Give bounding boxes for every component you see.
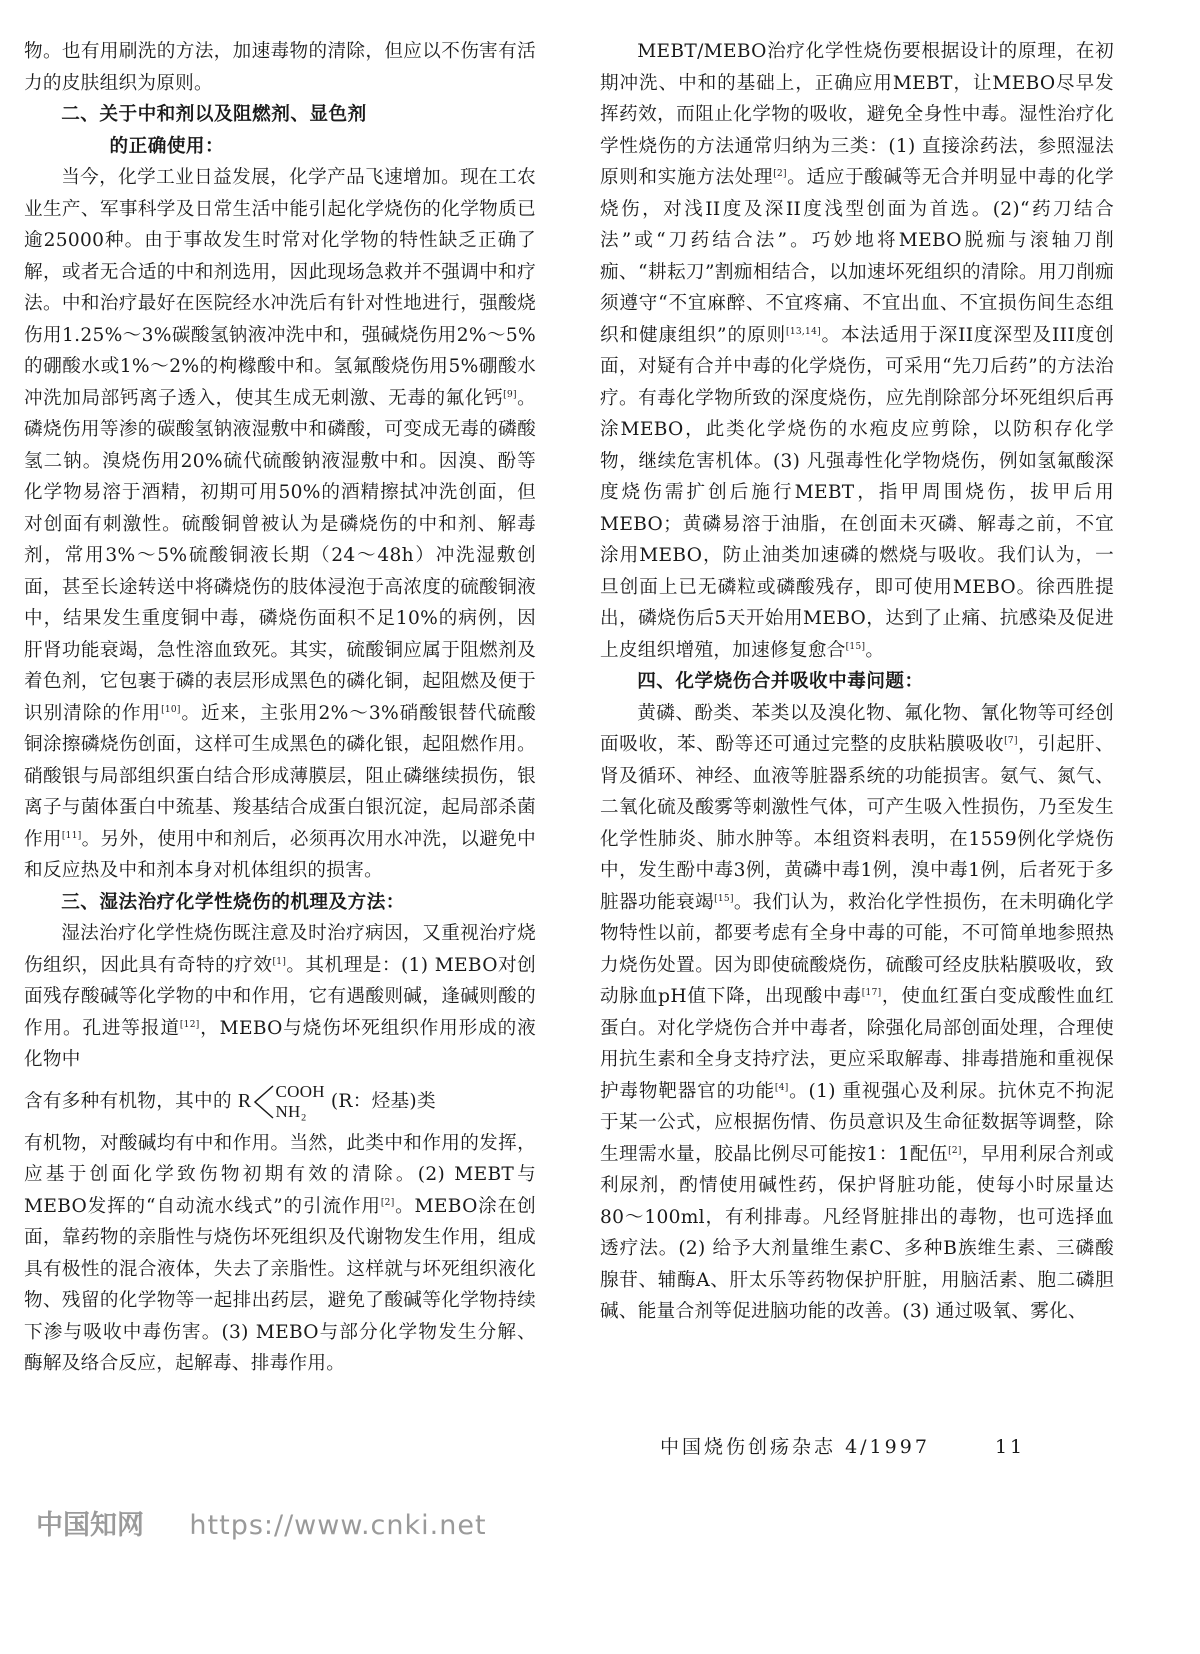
paragraph-mechanism: 湿法治疗化学性烧伤既注意及时治疗病因，又重视治疗烧伤组织，因此具有奇特的疗效[1]。其机理是：(1) MEBO对创面残存酸碱等化学物的中和作用，它有遇酸则碱，逢碱则酸的作用。孔进等报道[12]，MEBO与烧伤坏死组织作用形成的液化物中 [24, 923, 536, 1070]
page-footer [660, 1432, 1025, 1459]
watermark-brand: 中国知网 [36, 1510, 144, 1541]
watermark-url: https://www.cnki.net [189, 1510, 487, 1541]
citation: [1] [272, 956, 287, 967]
left-column [24, 36, 536, 1380]
paragraph-continuation: 物。也有用刷洗的方法，加速毒物的清除，但应以不伤害有活力的皮肤组织为原则。 [24, 41, 536, 94]
citation: [11] [61, 830, 82, 841]
issue-number: 4/1997 [845, 1436, 930, 1458]
citation: [15] [714, 893, 734, 904]
section-heading-3: 三、湿法治疗化学性烧伤的机理及方法： [61, 891, 405, 913]
citation: [7] [1004, 735, 1018, 746]
journal-name: 中国烧伤创疡杂志 [660, 1436, 837, 1458]
citation: [9] [503, 389, 517, 400]
citation: [12] [179, 1019, 200, 1030]
section-heading-2: 二、关于中和剂以及阻燃剂、显色剂 [61, 104, 367, 125]
citation: [2] [948, 1145, 962, 1156]
formula-line: 含有多种有机物，其中的 R COOH NH₂ (R：烃基)类 [24, 1081, 436, 1121]
cnki-watermark [36, 1503, 487, 1542]
citation: [2] [773, 168, 787, 179]
paragraph-neutralizers: 当今，化学工业日益发展，化学产品飞速增加。现在工农业生产、军事科学及日常生活中能引起化学烧伤的化学物质已逾25000种。由于事故发生时常对化学物的特性缺乏正确了解，或者无合适的中和剂选用，因此现场急救并不强调中和疗法。中和治疗最好在医院经水冲洗后有针对性地进行，强酸烧伤用1.25%～3%碳酸氢钠液冲洗中和，强碱烧伤用2%～5%的硼酸水或1%～2%的枸橼酸中和。氢氟酸烧伤用5%硼酸水冲洗加局部钙离子透入，使其生成无刺激、无毒的氟化钙[9]。磷烧伤用等渗的碳酸氢钠液湿敷中和磷酸，可变成无毒的磷酸氢二钠。溴烧伤用20%硫代硫酸钠液湿敷中和。因溴、酚等化学物易溶于酒精，初期可用50%的酒精擦拭冲洗创面，但对创面有刺激性。硫酸铜曾被认为是磷烧伤的中和剂、解毒剂，常用3%～5%硫酸铜液长期（24～48h）冲洗湿敷创面，甚至长途转送中将磷烧伤的肢体浸泡于高浓度的硫酸铜液中，结果发生重度铜中毒，磷烧伤面积不足10%的病例，因肝肾功能衰竭，急性溶血致死。其实，硫酸铜应属于阻燃剂及着色剂，它包裹于磷的表层形成黑色的磷化铜，起阻燃及便于识别清除的作用[10]。近来，主张用2%～3%硝酸银替代硫酸铜涂擦磷烧伤创面，这样可生成黑色的磷化银，起阻燃作用。硝酸银与局部组织蛋白结合形成薄膜层，阻止磷继续损伤，银离子与菌体蛋白中巯基、羧基结合成蛋白银沉淀，起局部杀菌作用[11]。另外，使用中和剂后，必须再次用水冲洗，以避免中和反应热及中和剂本身对机体组织的损害。 [24, 167, 536, 881]
citation: [4] [774, 1082, 789, 1093]
citation: [17] [861, 987, 882, 998]
section-heading-4: 四、化学烧伤合并吸收中毒问题： [637, 671, 924, 692]
section-heading-2-cont: 的正确使用： [109, 135, 225, 157]
bond-fork [253, 1082, 275, 1122]
paragraph-mechanism-cont: 有机物，对酸碱均有中和作用。当然，此类中和作用的发挥，应基于创面化学致伤物初期有效的清除。(2) MEBT与MEBO发挥的“自动流水线式”的引流作用[2]。MEBO涂在创面，靠药物的亲脂性与烧伤坏死组织及代谢物发生作用，组成具有极性的混合液体，失去了亲脂性。这样就与坏死组织液化物、残留的化学物等一起排出药层，避免了酸碱等化学物持续下渗与吸收中毒伤害。(3) MEBO与部分化学物发生分解、酶解及络合反应，起解毒、排毒作用。 [24, 1132, 536, 1374]
citation: [15] [845, 641, 866, 652]
citation: [2] [380, 1197, 395, 1208]
paragraph-poisoning: 黄磷、酚类、苯类以及溴化物、氟化物、氰化物等可经创面吸收，苯、酚等还可通过完整的皮肤粘膜吸收[7]，引起肝、肾及循环、神经、血液等脏器系统的功能损害。氨气、氮气、二氧化硫及酸雾等刺激性气体，可产生吸入性损伤，乃至发生化学性肺炎、肺水肿等。本组资料表明，在1559例化学烧伤中，发生酚中毒3例，黄磷中毒1例，溴中毒1例，后者死于多脏器功能衰竭[15]。我们认为，救治化学性损伤，在未明确化学物特性以前，都要考虑有全身中毒的可能，不可简单地参照热力烧伤处置。因为即使硫酸烧伤，硫酸可经皮肤粘膜吸收，致动脉血pH值下降，出现酸中毒[17]，使血红蛋白变成酸性血红蛋白。对化学烧伤合并中毒者，除强化局部创面处理，合理使用抗生素和全身支持疗法，更应采取解毒、排毒措施和重视保护毒物靶器官的功能[4]。(1) 重视强心及利尿。抗休克不拘泥于某一公式，应根据伤情、伤员意识及生命征数据等调整，除生理需水量，胶晶比例尽可能按1：1配伍[2]，早用利尿合剂或利尿剂，酌情使用碱性药，保护肾脏功能，使每小时尿量达80～100ml，有利排毒。凡经肾脏排出的毒物，也可选择血透疗法。(2) 给予大剂量维生素C、多种B族维生素、三磷酸腺苷、辅酶A、肝太乐等药物保护肝脏，用脑活素、胞二磷胆碱、能量合剂等促进脑功能的改善。(3) 通过吸氧、雾化、 [600, 702, 1115, 1322]
citation: [10] [161, 704, 181, 715]
chemical-formula: R COOH NH₂ [237, 1081, 325, 1121]
paragraph-methods: MEBT/MEBO治疗化学性烧伤要根据设计的原理，在初期冲洗、中和的基础上，正确应用MEBT，让MEBO尽早发挥药效，而阻止化学物的吸收，避免全身性中毒。湿性治疗化学性烧伤的方法通常归纳为三类：(1) 直接涂药法，参照湿法原则和实施方法处理[2]。适应于酸碱等无合并明显中毒的化学烧伤，对浅II度及深II度浅型创面为首选。(2)“药刀结合法”或“刀药结合法”。巧妙地将MEBO脱痂与滚轴刀削痂、“耕耘刀”割痂相结合，以加速坏死组织的清除。用刀削痂须遵守“不宜麻醉、不宜疼痛、不宜出血、不宜损伤间生态组织和健康组织”的原则[13,14]。本法适用于深II度深型及III度创面，对疑有合并中毒的化学烧伤，可采用“先刀后药”的方法治疗。有毒化学物所致的深度烧伤，应先削除部分坏死组织后再涂MEBO，此类化学烧伤的水疱皮应剪除，以防积存化学物，继续危害机体。(3) 凡强毒性化学物烧伤，例如氢氟酸深度烧伤需扩创后施行MEBT，指甲周围烧伤，拔甲后用MEBO；黄磷易溶于油脂，在创面未灭磷、解毒之前，不宜涂用MEBO，防止油类加速磷的燃烧与吸收。我们认为，一旦创面上已无磷粒或磷酸残存，即可使用MEBO。徐西胜提出，磷烧伤后5天开始用MEBO，达到了止痛、抗感染及促进上皮组织增殖，加速修复愈合[15]。 [600, 41, 1114, 661]
page-number: 11 [994, 1436, 1026, 1458]
citation: [13,14] [786, 326, 821, 337]
right-column [600, 36, 1114, 1328]
